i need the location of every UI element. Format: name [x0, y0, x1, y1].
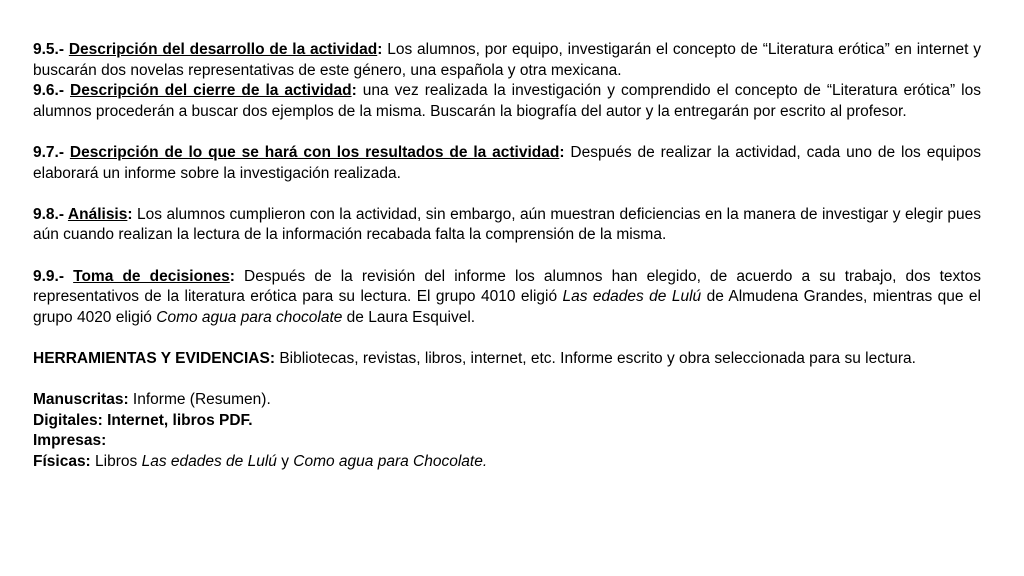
evidence-label: Digitales: Internet, libros PDF. — [33, 411, 253, 429]
heading-colon: : — [377, 41, 383, 58]
book-title: Como agua para chocolate — [156, 308, 343, 326]
section-number: 9.6.- — [33, 82, 71, 100]
heading-colon: : — [127, 205, 133, 223]
section-heading: Descripción del cierre de la actividad — [70, 82, 352, 100]
section-text: de Laura Esquivel. — [342, 308, 476, 326]
evidence-label: Impresas: — [33, 432, 107, 450]
evidence-text: Informe (Resumen). — [128, 391, 271, 409]
book-title: Las edades de Lulú — [141, 452, 277, 470]
tools-text: Bibliotecas, revistas, libros, internet, etc. Informe escrito y obra seleccionada para su lectura. — [275, 349, 916, 367]
section-number: 9.9.- — [33, 267, 74, 285]
heading-colon: : — [351, 82, 357, 100]
evidence-impresas — [33, 431, 981, 452]
evidence-label: Manuscritas: — [33, 391, 129, 409]
section-9-7 — [33, 143, 981, 184]
book-title: Como agua para Chocolate. — [293, 452, 488, 470]
section-number: 9.7.- — [33, 143, 70, 161]
section-9-5 — [33, 40, 981, 81]
tools-section — [33, 349, 981, 370]
section-9-9 — [33, 267, 981, 329]
evidence-label: Físicas: — [33, 452, 91, 470]
section-heading: Análisis — [67, 205, 128, 223]
section-text: una vez realizada la investigación y comprendido el concepto de “Literatura erótica” los alumnos procederán a buscar dos ejemplos de la misma. Buscarán la biografía del autor y la entregarán por escrito al profesor. — [33, 82, 981, 120]
spacer — [33, 246, 981, 267]
section-heading: Toma de decisiones — [73, 267, 230, 285]
section-text: Los alumnos, por equipo, investigarán el concepto de “Literatura erótica” en internet y buscarán dos novelas representativas de este género, una española y otra mexicana. — [33, 41, 981, 79]
evidence-digitales — [33, 411, 981, 432]
section-number: 9.8.- — [33, 205, 68, 223]
book-title: Las edades de Lulú — [562, 288, 702, 306]
spacer — [33, 328, 981, 349]
section-9-8 — [33, 205, 981, 246]
spacer — [33, 184, 981, 205]
evidence-manuscritas — [33, 390, 981, 411]
section-text: Los alumnos cumplieron con la actividad, sin embargo, aún muestran deficiencias en la manera de investigar y elegir pues aún cuando realizan la lectura de la información recabada falta la comprensión de la misma. — [33, 205, 981, 244]
section-text: Después de la revisión del informe los alumnos han elegido, de acuerdo a su trabajo, dos textos representativos de la literatura erótica para su lectura. El grupo 4010 eligió — [33, 267, 981, 306]
section-number: 9.5.- — [33, 41, 69, 58]
section-9-6 — [33, 81, 981, 122]
spacer — [33, 370, 981, 391]
evidence-text: y — [276, 452, 294, 470]
section-heading: Descripción de lo que se hará con los resultados de la actividad — [69, 143, 560, 161]
heading-colon: : — [559, 143, 565, 161]
section-text: Después de realizar la actividad, cada uno de los equipos elaborará un informe sobre la investigación realizada. — [33, 143, 981, 182]
evidence-text: Libros — [90, 452, 142, 470]
evidence-fisicas — [33, 452, 981, 473]
section-text: de Almudena Grandes, mientras que el grupo 4020 eligió — [33, 288, 981, 326]
heading-colon: : — [229, 267, 235, 285]
spacer — [33, 122, 981, 143]
tools-heading: HERRAMIENTAS Y EVIDENCIAS: — [33, 349, 276, 367]
section-heading: Descripción del desarrollo de la actividad — [68, 41, 378, 58]
